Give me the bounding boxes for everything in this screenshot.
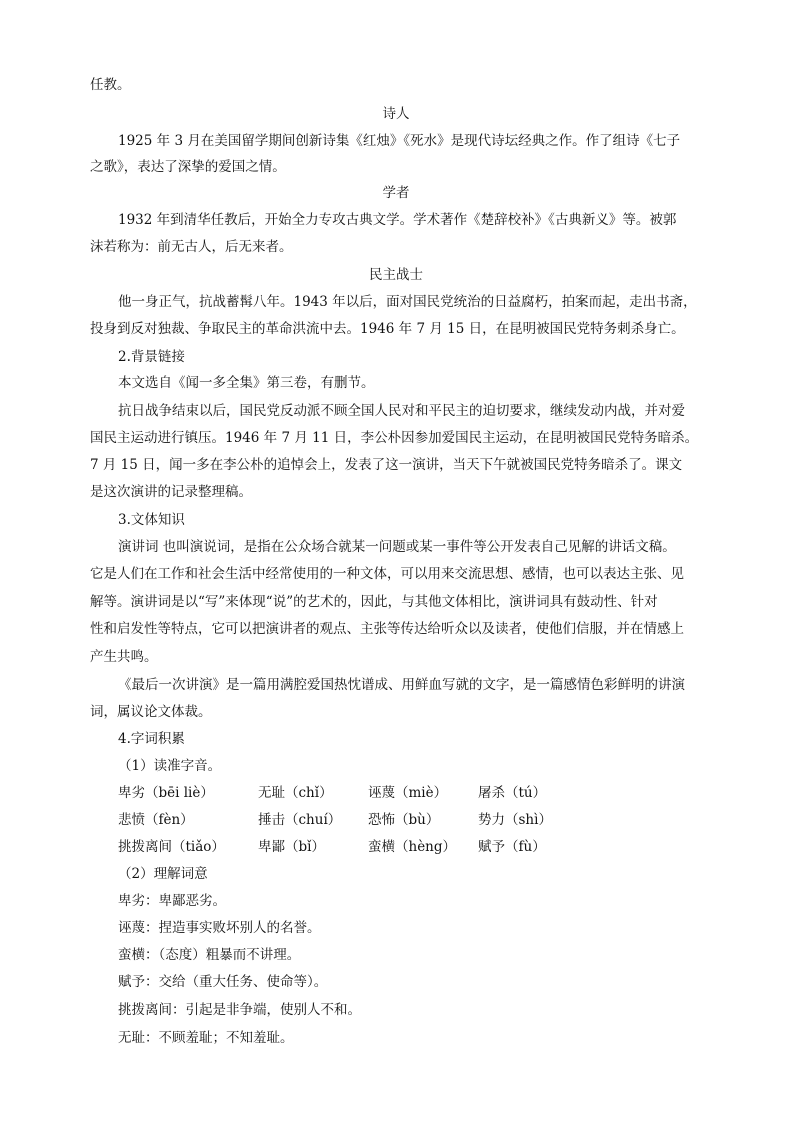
pinyin-item: 悲愤（fèn） (118, 812, 194, 828)
poet-line-1: 1925 年 3 月在美国留学期间创新诗集《红烛》《死水》是现代诗坛经典之作。作了组诗《七子 (118, 133, 681, 149)
pinyin-row (118, 810, 578, 830)
pinyin-item: 卑劣（bēi liè） (118, 785, 214, 801)
pinyin-item: 蛮横（hèng） (368, 839, 457, 855)
pinyin-item: 挑拨离间（tiǎo） (118, 839, 225, 855)
genre-line-1: 演讲词 也叫演说词，是指在公众场合就某一问题或某一事件等公开发表自己见解的讲话文稿。 (118, 539, 676, 555)
pinyin-item: 捶击（chuí） (258, 812, 342, 828)
pinyin-item: 屠杀（tú） (478, 785, 547, 801)
pinyin-item: 势力（shì） (478, 812, 552, 828)
genre-line-3: 解等。演讲词是以“写”来体现“说”的艺术的，因此，与其他文体相比，演讲词具有鼓动性、针对 (90, 594, 658, 610)
background-line-2: 国民主运动进行镇压。1946 年 7 月 11 日，李公朴因参加爱国民主运动，在昆明被国民党特务暗杀。 (90, 430, 699, 446)
intro-tail: 任教。 (90, 77, 131, 93)
heading-poet: 诗人 (382, 106, 410, 122)
heading-fighter: 民主战士 (369, 267, 423, 283)
genre-line-6: 《最后一次讲演》是一篇用满腔爱国热忱谱成、用鲜血写就的文字，是一篇感情色彩鲜明的讲演 (118, 677, 685, 693)
meaning-line-3: 蛮横：（态度）粗暴而不讲理。 (118, 947, 301, 963)
pinyin-row (118, 837, 578, 857)
background-line-intro: 本文选自《闻一多全集》第三卷，有删节。 (118, 375, 375, 391)
poet-line-2: 之歌》，表达了深挚的爱国之情。 (90, 159, 286, 175)
pinyin-item: 恐怖（bù） (368, 812, 440, 828)
fighter-line-1: 他一身正气，抗战蓄髯八年。1943 年以后，面对国民党统治的日益腐朽，拍案而起，走出书斋， (118, 294, 697, 310)
pinyin-row (118, 783, 578, 803)
background-line-3: 7 月 15 日，闻一多在李公朴的追悼会上，发表了这一演讲，当天下午就被国民党特务暗杀了。课文 (90, 457, 683, 473)
meaning-line-5: 挑拨离间：引起是非争端，使别人不和。 (118, 1002, 361, 1018)
meaning-line-1: 卑劣：卑鄙恶劣。 (118, 893, 226, 909)
pinyin-item: 卑鄙（bǐ） (258, 839, 325, 855)
heading-scholar: 学者 (382, 185, 410, 201)
background-line-1: 抗日战争结束以后，国民党反动派不顾全国人民对和平民主的迫切要求，继续发动内战，并对爱 (118, 403, 685, 419)
meaning-line-2: 诬蔑：捏造事实败坏别人的名誉。 (118, 920, 321, 936)
pinyin-item: 诬蔑（miè） (368, 785, 448, 801)
section-heading-background: 2.背景链接 (118, 349, 185, 365)
pinyin-item: 无耻（chǐ） (258, 785, 333, 801)
scholar-line-1: 1932 年到清华任教后，开始全力专攻古典文学。学术著作《楚辞校补》《古典新义》等。被郭 (118, 212, 677, 228)
genre-line-5: 产生共鸣。 (90, 649, 158, 665)
section-heading-vocab: 4.字词积累 (118, 731, 185, 747)
pinyin-item: 赋予（fù） (478, 839, 546, 855)
meaning-line-4: 赋予：交给（重大任务、使命等）。 (118, 974, 328, 990)
section-heading-genre: 3.文体知识 (118, 512, 185, 528)
background-line-4: 是这次演讲的记录整理稿。 (90, 484, 252, 500)
genre-line-4: 性和启发性等特点，它可以把演讲者的观点、主张等传达给听众以及读者，使他们信服，并在情感上 (90, 621, 684, 637)
scholar-line-2: 沫若称为：前无古人，后无来者。 (90, 239, 293, 255)
genre-line-2: 它是人们在工作和社会生活中经常使用的一种文体，可以用来交流思想、感情，也可以表达主张、见 (90, 566, 684, 582)
fighter-line-2: 投身到反对独裁、争取民主的革命洪流中去。1946 年 7 月 15 日，在昆明被国民党特务刺杀身亡。 (90, 321, 685, 337)
vocab-sub-pronunciation: （1）读准字音。 (118, 758, 222, 774)
meaning-line-6: 无耻：不顾羞耻；不知羞耻。 (118, 1030, 294, 1046)
vocab-sub-meaning: （2）理解词意 (118, 866, 208, 882)
genre-line-7: 词，属议论文体裁。 (90, 704, 212, 720)
